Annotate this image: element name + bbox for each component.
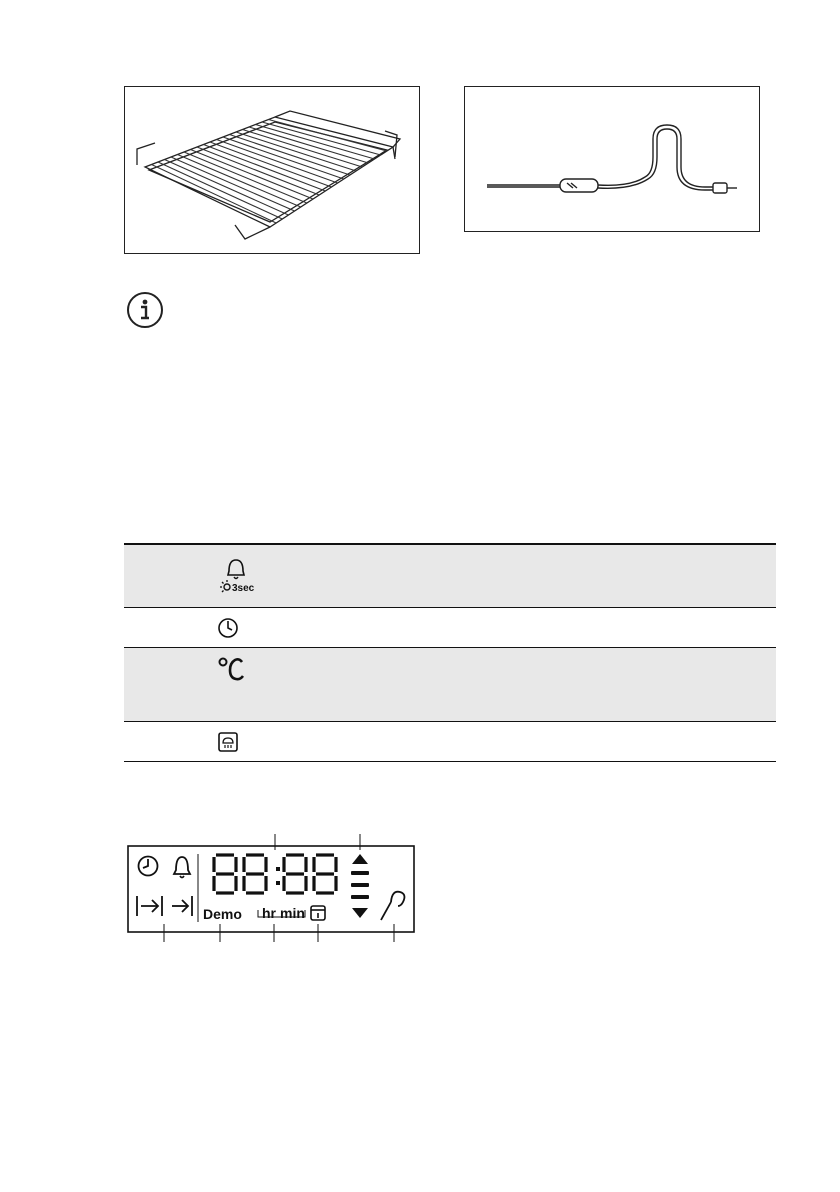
bell-3sec-icon (216, 555, 256, 595)
digit-segment (286, 853, 304, 856)
digit-segment (334, 876, 337, 891)
digit-segment (212, 876, 215, 891)
digit-segment (312, 857, 315, 872)
digit-segment (334, 857, 337, 872)
digit-segment (234, 857, 237, 872)
shelf-bar (158, 162, 282, 219)
footer (0, 1180, 140, 1192)
digit-segment (282, 876, 285, 891)
demo-label: Demo (203, 906, 242, 922)
digit-segment (216, 853, 234, 856)
end-time-icon (172, 896, 192, 916)
shelf-bar (230, 135, 350, 176)
food-probe-icon (381, 892, 404, 920)
heat-up-indicator (351, 854, 369, 918)
time-digits (212, 853, 337, 894)
clock-icon (139, 857, 158, 876)
digit-segment (316, 853, 334, 856)
shelf-bar (152, 165, 277, 224)
colon-dot (276, 867, 280, 871)
digit-segment (286, 872, 304, 875)
digit-segment (264, 876, 267, 891)
hr-label: hr (262, 905, 276, 921)
digit-segment (282, 857, 285, 872)
digit-segment (316, 872, 334, 875)
display-diagram (124, 830, 424, 960)
table-row (124, 721, 776, 761)
food-probe-illustration (465, 87, 758, 230)
symbol-table (124, 543, 776, 762)
digit-segment (242, 876, 245, 891)
info-icon (125, 290, 165, 330)
digit-segment (286, 891, 304, 894)
digit-segment (212, 857, 215, 872)
digit-segment (216, 872, 234, 875)
bell-icon (174, 857, 190, 878)
digit-segment (304, 857, 307, 872)
svg-text:3sec: 3sec (232, 583, 255, 594)
digit-segment (304, 876, 307, 891)
clock-icon (216, 616, 240, 640)
digit-segment (312, 876, 315, 891)
digit-segment (246, 872, 264, 875)
digit-segment (242, 857, 245, 872)
food-probe-figure (464, 86, 760, 232)
digit-segment (316, 891, 334, 894)
steam-cleaning-icon (216, 730, 240, 754)
wire-shelf-illustration (125, 87, 418, 252)
wire-shelf-figure (124, 86, 420, 254)
shelf-bar (269, 120, 387, 152)
digit-segment (246, 891, 264, 894)
digit-segment (264, 857, 267, 872)
digit-segment (234, 876, 237, 891)
digit-segment (246, 853, 264, 856)
min-label: min (280, 905, 305, 921)
display-panel (124, 830, 424, 960)
colon-dot (276, 881, 280, 885)
table-row (124, 607, 776, 647)
child-lock-icon (311, 906, 325, 920)
shelf-bar (262, 122, 381, 155)
celsius-icon (216, 654, 248, 684)
shelf-bar (256, 125, 375, 160)
digit-segment (216, 891, 234, 894)
duration-icon (137, 896, 162, 916)
table-row (124, 545, 776, 607)
table-row (124, 647, 776, 721)
shelf-bar (223, 137, 344, 179)
